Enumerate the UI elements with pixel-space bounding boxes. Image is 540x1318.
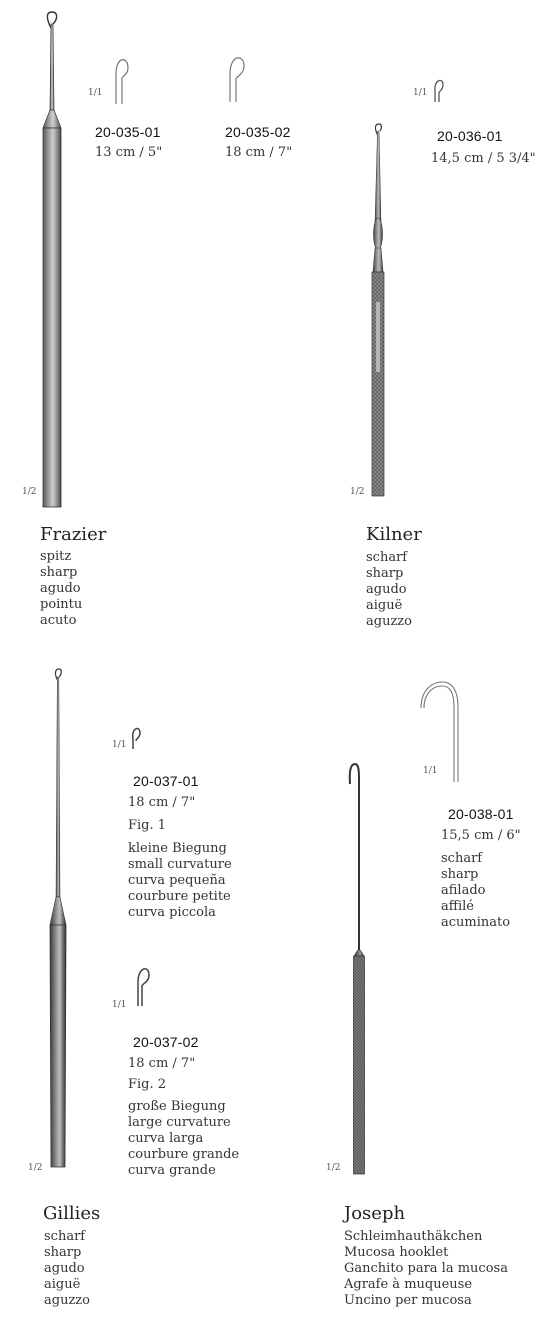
kilner-attr-es: agudo: [366, 582, 407, 597]
gillies-code-1: 20-037-01: [133, 773, 199, 789]
kilner-attr-it: aguzzo: [366, 614, 412, 629]
kilner-attr-fr: aiguë: [366, 598, 403, 613]
gillies-desc-2-de: große Biegung: [128, 1099, 226, 1114]
joseph-description: [441, 851, 510, 931]
frazier-size-2: 18 cm / 7": [225, 145, 293, 160]
joseph-hook-instrument: [345, 760, 375, 1180]
kilner-size: 14,5 cm / 5 3/4": [431, 151, 536, 166]
kilner-attributes: [366, 550, 412, 630]
frazier-code-2: 20-035-02: [225, 124, 291, 140]
gillies-attr-es: agudo: [44, 1261, 85, 1276]
gillies-hook-detail-2-icon: [132, 964, 152, 1008]
gillies-fig-2: Fig. 2: [128, 1077, 167, 1092]
frazier-hook-detail-2-icon: [222, 52, 248, 104]
joseph-attr-fr: Agrafe à muqueuse: [344, 1277, 473, 1292]
gillies-attr-fr: aiguë: [44, 1277, 81, 1292]
frazier-attr-en: sharp: [40, 565, 78, 580]
gillies-attr-en: sharp: [44, 1245, 82, 1260]
gillies-desc-2-it: curva grande: [128, 1163, 216, 1178]
gillies-hook-instrument: [40, 667, 76, 1177]
joseph-code: 20-038-01: [448, 806, 514, 822]
kilner-hook-detail-icon: [430, 76, 446, 104]
frazier-size-1: 13 cm / 5": [95, 145, 163, 160]
frazier-code-1: 20-035-01: [95, 124, 161, 140]
joseph-desc-fr: affilé: [441, 899, 474, 914]
joseph-desc-it: acuminato: [441, 915, 511, 930]
frazier-title: Frazier: [40, 524, 107, 545]
frazier-attr-es: agudo: [40, 581, 81, 596]
kilner-attr-en: sharp: [366, 566, 404, 581]
kilner-hook-instrument: [363, 122, 393, 502]
frazier-attributes: [40, 549, 82, 629]
gillies-desc-1-es: curva pequeña: [128, 873, 226, 888]
gillies-desc-2-fr: courbure grande: [128, 1147, 240, 1162]
joseph-scale-label: 1/2: [326, 1163, 341, 1173]
joseph-title: Joseph: [344, 1203, 406, 1224]
gillies-hook-detail-1-icon: [128, 723, 142, 751]
frazier-hook-instrument: [32, 10, 72, 510]
gillies-size-2: 18 cm / 7": [128, 1056, 196, 1071]
gillies-description-1: [128, 841, 232, 921]
gillies-description-2: [128, 1099, 239, 1179]
joseph-attr-es: Ganchito para la mucosa: [344, 1261, 508, 1276]
gillies-detail-1-scale-label: 1/1: [112, 740, 127, 750]
joseph-attr-en: Mucosa hooklet: [344, 1245, 449, 1260]
gillies-desc-2-en: large curvature: [128, 1115, 231, 1130]
joseph-size: 15,5 cm / 6": [441, 828, 521, 843]
gillies-desc-1-en: small curvature: [128, 857, 232, 872]
gillies-desc-1-de: kleine Biegung: [128, 841, 227, 856]
frazier-detail-scale-label: 1/1: [88, 88, 103, 98]
joseph-attr-it: Uncino per mucosa: [344, 1293, 472, 1308]
kilner-code: 20-036-01: [437, 128, 503, 144]
frazier-attr-it: acuto: [40, 613, 77, 628]
gillies-scale-label: 1/2: [28, 1163, 43, 1173]
joseph-desc-en: sharp: [441, 867, 479, 882]
joseph-desc-es: afilado: [441, 883, 486, 898]
gillies-desc-1-fr: courbure petite: [128, 889, 231, 904]
gillies-code-2: 20-037-02: [133, 1034, 199, 1050]
joseph-desc-de: scharf: [441, 851, 483, 866]
kilner-attr-de: scharf: [366, 550, 408, 565]
gillies-attributes: [44, 1229, 90, 1309]
gillies-attr-de: scharf: [44, 1229, 86, 1244]
gillies-desc-1-it: curva piccola: [128, 905, 216, 920]
gillies-desc-2-es: curva larga: [128, 1131, 204, 1146]
joseph-attr-de: Schleimhauthäkchen: [344, 1229, 483, 1244]
frazier-attr-de: spitz: [40, 549, 72, 564]
gillies-title: Gillies: [43, 1203, 101, 1224]
joseph-detail-scale-label: 1/1: [423, 766, 438, 776]
kilner-title: Kilner: [366, 524, 422, 545]
gillies-detail-2-scale-label: 1/1: [112, 1000, 127, 1010]
gillies-attr-it: aguzzo: [44, 1293, 90, 1308]
kilner-scale-label: 1/2: [350, 487, 365, 497]
joseph-attributes: [344, 1229, 508, 1309]
frazier-scale-label: 1/2: [22, 487, 37, 497]
kilner-detail-scale-label: 1/1: [413, 88, 428, 98]
gillies-size-1: 18 cm / 7": [128, 795, 196, 810]
gillies-fig-1: Fig. 1: [128, 818, 167, 833]
frazier-hook-detail-1-icon: [110, 54, 130, 106]
frazier-attr-fr: pointu: [40, 597, 83, 612]
